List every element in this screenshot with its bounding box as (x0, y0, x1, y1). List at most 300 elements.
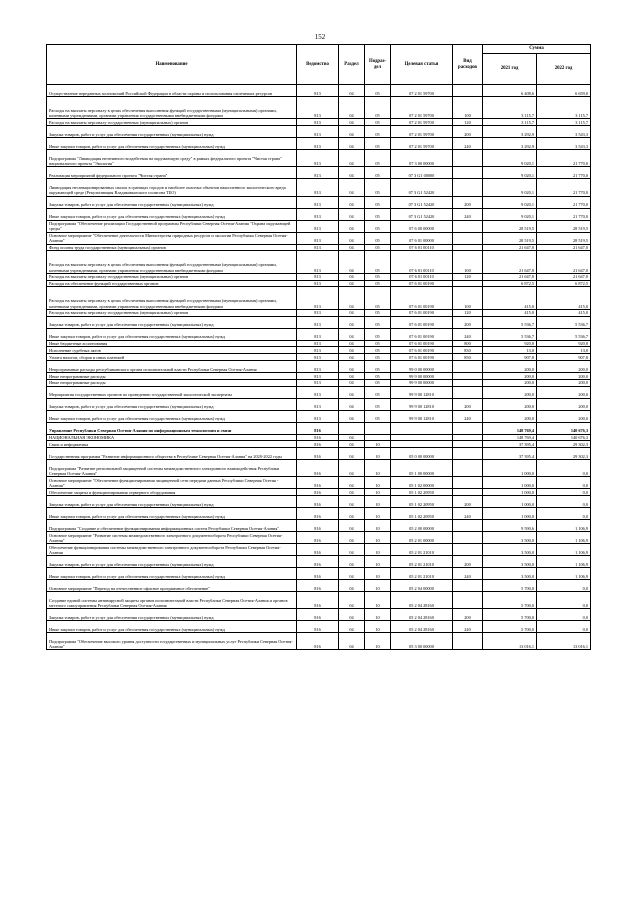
row-expense-type: 830 (453, 347, 483, 354)
row-ministry: 813 (297, 280, 339, 287)
row-subsection: 05 (365, 316, 391, 328)
row-article: 05 2 01 00000 (391, 532, 453, 544)
row-name: Уплата налогов, сборов и иных платежей (47, 354, 297, 361)
table-row (47, 477, 591, 489)
table-row (47, 633, 591, 650)
row-name: Расходы на выплаты персоналу в целях обеспечения выполнения функций государственными (муниципальными) органами, казенными учреждениями, органами управления государственными внебюджетными фондами (47, 97, 297, 119)
row-name: Основное мероприятие "Обеспечение деятельности Министерства природных ресурсов и экологии Республики Северная Осетия-Алания" (47, 232, 297, 244)
row-section: 04 (339, 398, 365, 410)
row-subsection: 05 (365, 85, 391, 97)
row-sum-2021: 200,0 (483, 386, 537, 398)
row-subsection: 05 (365, 232, 391, 244)
row-expense-type: 100 (453, 287, 483, 309)
table-row (47, 244, 591, 251)
row-section: 04 (339, 496, 365, 508)
row-section: 04 (339, 568, 365, 580)
row-expense-type: 120 (453, 119, 483, 126)
table-row (47, 434, 591, 441)
row-name: Расходы на обеспечение функций государственных органов (47, 280, 297, 287)
row-article: 99 9 00 00000 (391, 379, 453, 386)
table-row (47, 328, 591, 340)
row-article (391, 422, 453, 434)
row-sum-2021: 5 700,0 (483, 621, 537, 633)
row-ministry: 816 (297, 544, 339, 556)
row-sum-2021: 5 536,7 (483, 328, 537, 340)
row-name: Обеспечение защиты и функционирования серверного оборудования (47, 489, 297, 496)
table-row (47, 347, 591, 354)
table-row (47, 232, 591, 244)
row-section: 04 (339, 179, 365, 196)
row-sum-2022: 200,0 (537, 410, 591, 422)
row-subsection: 10 (365, 580, 391, 592)
row-section: 04 (339, 556, 365, 568)
header-name: Наименование (47, 45, 297, 85)
table-row (47, 119, 591, 126)
row-section: 04 (339, 520, 365, 532)
row-name: Подпрограмма "Обеспечение реализации Государственной программы Республики Северная Осетия-Алания "Охрана окружающей среды" (47, 220, 297, 232)
row-expense-type: 200 (453, 398, 483, 410)
row-expense-type: 240 (453, 138, 483, 150)
row-article: 07 6 01 00190 (391, 287, 453, 309)
row-ministry: 816 (297, 621, 339, 633)
row-sum-2021: 28 519,5 (483, 232, 537, 244)
row-ministry: 813 (297, 410, 339, 422)
row-name: Расходы на выплаты персоналу государственных (муниципальных) органов (47, 309, 297, 316)
row-section: 04 (339, 347, 365, 354)
row-subsection: 10 (365, 621, 391, 633)
row-expense-type (453, 460, 483, 477)
row-article: 07 6 01 00190 (391, 340, 453, 347)
row-name: Иные закупки товаров, работ и услуг для обеспечения государственных (муниципальных) нужд (47, 508, 297, 520)
row-article: 99 9 00 12810 (391, 398, 453, 410)
row-subsection: 10 (365, 441, 391, 448)
header-ministry: Ведомство (297, 45, 339, 85)
row-ministry: 813 (297, 273, 339, 280)
row-section: 04 (339, 372, 365, 379)
row-ministry: 816 (297, 580, 339, 592)
row-article: 07 3 G1 52420 (391, 196, 453, 208)
row-name: Подпрограмма "Обеспечение высокого уровня доступности государственных и муниципальных услуг Республики Северная Осетия-Алания" (47, 633, 297, 650)
table-row (47, 360, 591, 372)
row-subsection: 05 (365, 97, 391, 119)
row-name: Непрограммные расходы республиканского органа исполнительной власти Республики Северная Осетия-Алания (47, 360, 297, 372)
row-name: Создание единой системы антивирусной защиты органов исполнительной власти Республики Северная Осетия-Алания и органов местного самоуправления Республики Северная Осетия-Алания (47, 592, 297, 609)
row-sum-2022: 415,0 (537, 309, 591, 316)
row-subsection: 05 (365, 386, 391, 398)
row-article: 05 2 00 00000 (391, 520, 453, 532)
row-expense-type (453, 372, 483, 379)
row-expense-type (453, 633, 483, 650)
row-sum-2021: 13 016,1 (483, 633, 537, 650)
row-article: 07 3 G1 00000 (391, 167, 453, 179)
row-section: 04 (339, 251, 365, 273)
row-article: 07 6 01 00190 (391, 316, 453, 328)
row-name: Закупка товаров, работ и услуг для обеспечения государственных (муниципальных) нужд (47, 398, 297, 410)
row-article: 05 2 01 21010 (391, 544, 453, 556)
table-row (47, 496, 591, 508)
row-section: 04 (339, 150, 365, 167)
row-sum-2022: 3 543,3 (537, 126, 591, 138)
row-subsection: 10 (365, 460, 391, 477)
row-subsection: 10 (365, 448, 391, 460)
row-subsection: 05 (365, 196, 391, 208)
row-article: 07 6 01 00110 (391, 251, 453, 273)
row-name: Иные закупки товаров, работ и услуг для обеспечения государственных (муниципальных) нужд (47, 328, 297, 340)
row-subsection: 05 (365, 398, 391, 410)
row-name: Иные непрограммные расходы (47, 372, 297, 379)
row-section: 04 (339, 633, 365, 650)
row-sum-2022: 200,0 (537, 379, 591, 386)
row-ministry: 816 (297, 609, 339, 621)
row-subsection: 05 (365, 179, 391, 196)
row-sum-2021: 3 115,7 (483, 97, 537, 119)
row-sum-2022: 140 676,3 (537, 422, 591, 434)
row-sum-2022: 29 302,3 (537, 448, 591, 460)
row-ministry: 813 (297, 85, 339, 97)
row-sum-2021: 148 769,4 (483, 434, 537, 441)
row-section: 04 (339, 138, 365, 150)
row-sum-2021: 5 700,0 (483, 609, 537, 621)
row-name: Закупка товаров, работ и услуг для обеспечения государственных (муниципальных) нужд (47, 609, 297, 621)
row-expense-type: 200 (453, 126, 483, 138)
row-ministry: 813 (297, 360, 339, 372)
row-sum-2021: 200,0 (483, 410, 537, 422)
row-expense-type: 120 (453, 273, 483, 280)
table-row (47, 196, 591, 208)
table-row (47, 126, 591, 138)
row-article: 07 2 01 59700 (391, 97, 453, 119)
row-subsection: 05 (365, 126, 391, 138)
row-article: 07 6 01 00190 (391, 347, 453, 354)
row-name: Расходы на выплаты персоналу в целях обеспечения выполнения функций государственными (муниципальными) органами, казенными учреждениями, органами управления государственными внебюджетными фондами (47, 287, 297, 309)
row-ministry: 813 (297, 309, 339, 316)
row-sum-2022: 200,0 (537, 386, 591, 398)
table-row (47, 287, 591, 309)
row-ministry: 816 (297, 489, 339, 496)
row-sum-2022: 200,0 (537, 372, 591, 379)
row-section: 04 (339, 386, 365, 398)
table-row (47, 609, 591, 621)
table-row (47, 580, 591, 592)
row-sum-2022: 0,0 (537, 621, 591, 633)
row-ministry: 816 (297, 434, 339, 441)
table-row (47, 520, 591, 532)
row-subsection: 05 (365, 354, 391, 361)
row-name: Подпрограмма "Ликвидация негативного воздействия на окружающую среду" в рамках федерального проекта "Чистая страна" национального проекта "Экология" (47, 150, 297, 167)
row-sum-2022: 0,0 (537, 580, 591, 592)
row-expense-type (453, 520, 483, 532)
table-row (47, 441, 591, 448)
row-subsection: 05 (365, 273, 391, 280)
table-row (47, 556, 591, 568)
row-section: 04 (339, 232, 365, 244)
row-subsection: 10 (365, 532, 391, 544)
row-subsection: 10 (365, 633, 391, 650)
table-row (47, 208, 591, 220)
row-subsection: 05 (365, 372, 391, 379)
row-ministry: 816 (297, 633, 339, 650)
row-sum-2021: 200,0 (483, 360, 537, 372)
row-section: 04 (339, 592, 365, 609)
row-sum-2021: 907,8 (483, 354, 537, 361)
row-sum-2022: 1 106,9 (537, 544, 591, 556)
row-section: 04 (339, 309, 365, 316)
row-subsection: 05 (365, 328, 391, 340)
row-sum-2021: 415,0 (483, 309, 537, 316)
row-sum-2021: 21 647,0 (483, 251, 537, 273)
row-subsection: 10 (365, 508, 391, 520)
row-sum-2021: 3 500,0 (483, 532, 537, 544)
row-sum-2022: 3 115,7 (537, 119, 591, 126)
row-sum-2021: 1 000,0 (483, 508, 537, 520)
row-expense-type (453, 85, 483, 97)
row-subsection: 05 (365, 360, 391, 372)
row-ministry: 816 (297, 477, 339, 489)
row-subsection (365, 434, 391, 441)
row-article (391, 434, 453, 441)
row-expense-type (453, 592, 483, 609)
row-article: 07 6 01 00190 (391, 280, 453, 287)
row-sum-2022: 0,0 (537, 508, 591, 520)
row-ministry: 813 (297, 347, 339, 354)
row-expense-type (453, 544, 483, 556)
row-expense-type (453, 489, 483, 496)
row-sum-2022: 21 647,0 (537, 251, 591, 273)
row-ministry: 813 (297, 179, 339, 196)
row-section: 04 (339, 220, 365, 232)
row-expense-type: 240 (453, 410, 483, 422)
row-sum-2022: 0,0 (537, 609, 591, 621)
row-sum-2021: 37 395,4 (483, 441, 537, 448)
row-name: Иные закупки товаров, работ и услуг для обеспечения государственных (муниципальных) нужд (47, 410, 297, 422)
row-ministry: 813 (297, 386, 339, 398)
table-row (47, 179, 591, 196)
row-sum-2022: 1 106,9 (537, 568, 591, 580)
row-article: 07 6 01 00110 (391, 273, 453, 280)
row-sum-2021: 9 020,1 (483, 179, 537, 196)
row-expense-type (453, 386, 483, 398)
row-expense-type (453, 532, 483, 544)
row-article: 05 2 01 21010 (391, 556, 453, 568)
row-ministry: 816 (297, 532, 339, 544)
header-2022: 2022 год (537, 54, 591, 85)
row-subsection: 05 (365, 244, 391, 251)
row-ministry: 813 (297, 340, 339, 347)
row-article: 05 1 02 20950 (391, 508, 453, 520)
row-name: Основное мероприятие "Развитие системы межведомственного электронного документооборота Республики Северная Осетия-Алания" (47, 532, 297, 544)
row-subsection: 05 (365, 251, 391, 273)
row-sum-2022: 21 770,0 (537, 208, 591, 220)
row-name: Связь и информатика (47, 441, 297, 448)
row-name: Подпрограмма "Развитие региональной защищенной системы межведомственного электронного взаимодействия Республики Северная Осетия-Алания" (47, 460, 297, 477)
table-row (47, 280, 591, 287)
row-expense-type (453, 150, 483, 167)
row-name: Расходы на выплаты персоналу государственных (муниципальных) органов (47, 119, 297, 126)
table-row (47, 85, 591, 97)
row-sum-2022: 415,0 (537, 287, 591, 309)
row-section: 04 (339, 340, 365, 347)
row-expense-type: 120 (453, 309, 483, 316)
row-section: 04 (339, 208, 365, 220)
row-name: Закупка товаров, работ и услуг для обеспечения государственных (муниципальных) нужд (47, 196, 297, 208)
row-expense-type: 240 (453, 508, 483, 520)
row-sum-2021: 415,0 (483, 287, 537, 309)
row-sum-2021: 1 000,0 (483, 489, 537, 496)
row-sum-2022: 0,0 (537, 460, 591, 477)
row-subsection: 10 (365, 556, 391, 568)
row-sum-2022: 6 872,5 (537, 280, 591, 287)
table-row (47, 386, 591, 398)
row-ministry: 816 (297, 556, 339, 568)
row-section: 04 (339, 97, 365, 119)
row-ministry: 813 (297, 372, 339, 379)
row-sum-2022: 21 647,0 (537, 273, 591, 280)
table-row (47, 138, 591, 150)
row-article: 07 2 01 59700 (391, 126, 453, 138)
row-expense-type: 200 (453, 556, 483, 568)
row-ministry: 816 (297, 441, 339, 448)
row-sum-2022: 1 106,9 (537, 532, 591, 544)
row-sum-2021: 13,0 (483, 347, 537, 354)
row-sum-2022: 0,0 (537, 489, 591, 496)
row-sum-2022: 5 536,7 (537, 328, 591, 340)
row-sum-2021: 200,0 (483, 379, 537, 386)
row-article: 99 9 00 00000 (391, 372, 453, 379)
row-sum-2021: 37 395,4 (483, 448, 537, 460)
table-row (47, 379, 591, 386)
row-expense-type (453, 580, 483, 592)
row-expense-type: 240 (453, 621, 483, 633)
row-sum-2022: 6 659,0 (537, 85, 591, 97)
row-subsection: 10 (365, 592, 391, 609)
table-row (47, 508, 591, 520)
header-sum: Сумма (483, 45, 591, 54)
row-expense-type (453, 448, 483, 460)
row-ministry: 813 (297, 354, 339, 361)
row-section: 04 (339, 609, 365, 621)
row-sum-2021: 5 700,0 (483, 580, 537, 592)
header-article: Целевая статья (391, 45, 453, 85)
row-ministry: 816 (297, 496, 339, 508)
row-name: Осуществление переданных полномочий Российской Федерации в области охраны и использования охотничьих ресурсов (47, 85, 297, 97)
row-ministry: 813 (297, 196, 339, 208)
header-subsection: Подраз-дел (365, 45, 391, 85)
row-article: 05 2 01 21010 (391, 568, 453, 580)
row-expense-type (453, 477, 483, 489)
row-sum-2022: 1 106,9 (537, 520, 591, 532)
table-row (47, 354, 591, 361)
row-expense-type: 800 (453, 340, 483, 347)
row-name: Иные закупки товаров, работ и услуг для обеспечения государственных (муниципальных) нужд (47, 138, 297, 150)
row-ministry: 813 (297, 287, 339, 309)
row-sum-2021: 3 292,9 (483, 126, 537, 138)
row-sum-2021: 3 500,0 (483, 556, 537, 568)
row-name: Иные закупки товаров, работ и услуг для обеспечения государственных (муниципальных) нужд (47, 568, 297, 580)
row-ministry: 816 (297, 592, 339, 609)
row-ministry: 813 (297, 150, 339, 167)
header-2021: 2021 год (483, 54, 537, 85)
table-row (47, 448, 591, 460)
row-ministry: 813 (297, 316, 339, 328)
row-article: 07 6 01 00190 (391, 354, 453, 361)
row-sum-2021: 148 769,4 (483, 422, 537, 434)
table-row (47, 372, 591, 379)
row-sum-2022: 28 519,5 (537, 232, 591, 244)
row-section: 04 (339, 448, 365, 460)
table-row (47, 544, 591, 556)
row-name: Закупка товаров, работ и услуг для обеспечения государственных (муниципальных) нужд (47, 316, 297, 328)
row-ministry: 813 (297, 220, 339, 232)
row-name: Обеспечение функционирования системы межведомственного электронного документооборота Республики Северная Осетия-Алания (47, 544, 297, 556)
row-section: 04 (339, 360, 365, 372)
row-article: 07 2 01 59700 (391, 85, 453, 97)
row-ministry: 813 (297, 208, 339, 220)
table-row (47, 273, 591, 280)
row-ministry: 816 (297, 448, 339, 460)
row-sum-2022: 21 770,0 (537, 150, 591, 167)
row-ministry: 813 (297, 251, 339, 273)
row-ministry: 816 (297, 520, 339, 532)
row-section: 04 (339, 434, 365, 441)
page-number: 152 (314, 33, 326, 41)
table-row (47, 460, 591, 477)
row-ministry: 813 (297, 119, 339, 126)
row-ministry: 816 (297, 422, 339, 434)
row-sum-2022: 21 770,0 (537, 196, 591, 208)
row-sum-2022: 29 302,3 (537, 441, 591, 448)
row-expense-type: 240 (453, 328, 483, 340)
row-name: Исполнение судебных актов (47, 347, 297, 354)
row-subsection: 05 (365, 347, 391, 354)
row-sum-2021: 3 500,0 (483, 568, 537, 580)
table-row (47, 621, 591, 633)
row-name: Государственная программа "Развитие информационного общества в Республике Северная Осетия-Алания" на 2020-2022 годы (47, 448, 297, 460)
row-expense-type (453, 379, 483, 386)
row-expense-type: 850 (453, 354, 483, 361)
row-article: 07 6 01 00190 (391, 309, 453, 316)
row-name: Иные закупки товаров, работ и услуг для обеспечения государственных (муниципальных) нужд (47, 208, 297, 220)
row-sum-2022: 907,8 (537, 354, 591, 361)
row-article: 07 6 00 00000 (391, 220, 453, 232)
row-sum-2022: 21 770,0 (537, 167, 591, 179)
row-ministry: 813 (297, 138, 339, 150)
row-expense-type (453, 244, 483, 251)
row-name: Подпрограмма "Создание и обеспечение функционирования информационных систем Республики Северная Осетия-Алания" (47, 520, 297, 532)
row-expense-type: 100 (453, 97, 483, 119)
row-section: 04 (339, 196, 365, 208)
row-name: Расходы на выплаты персоналу государственных (муниципальных) органов (47, 273, 297, 280)
row-subsection: 05 (365, 167, 391, 179)
row-subsection: 10 (365, 520, 391, 532)
row-sum-2022: 920,8 (537, 340, 591, 347)
table-row (47, 97, 591, 119)
row-sum-2021: 28 519,5 (483, 220, 537, 232)
row-ministry: 816 (297, 460, 339, 477)
row-section: 04 (339, 621, 365, 633)
row-subsection: 05 (365, 119, 391, 126)
table-row (47, 316, 591, 328)
row-subsection: 05 (365, 340, 391, 347)
row-article: 07 6 01 00000 (391, 232, 453, 244)
row-sum-2021: 1 000,0 (483, 477, 537, 489)
row-sum-2022: 21 770,0 (537, 179, 591, 196)
budget-table (46, 44, 591, 650)
table-row (47, 568, 591, 580)
row-section: 04 (339, 508, 365, 520)
row-sum-2022: 0,0 (537, 477, 591, 489)
row-name: Мероприятия государственных органов по проведению государственной экологической экспертизы (47, 386, 297, 398)
row-subsection: 05 (365, 150, 391, 167)
